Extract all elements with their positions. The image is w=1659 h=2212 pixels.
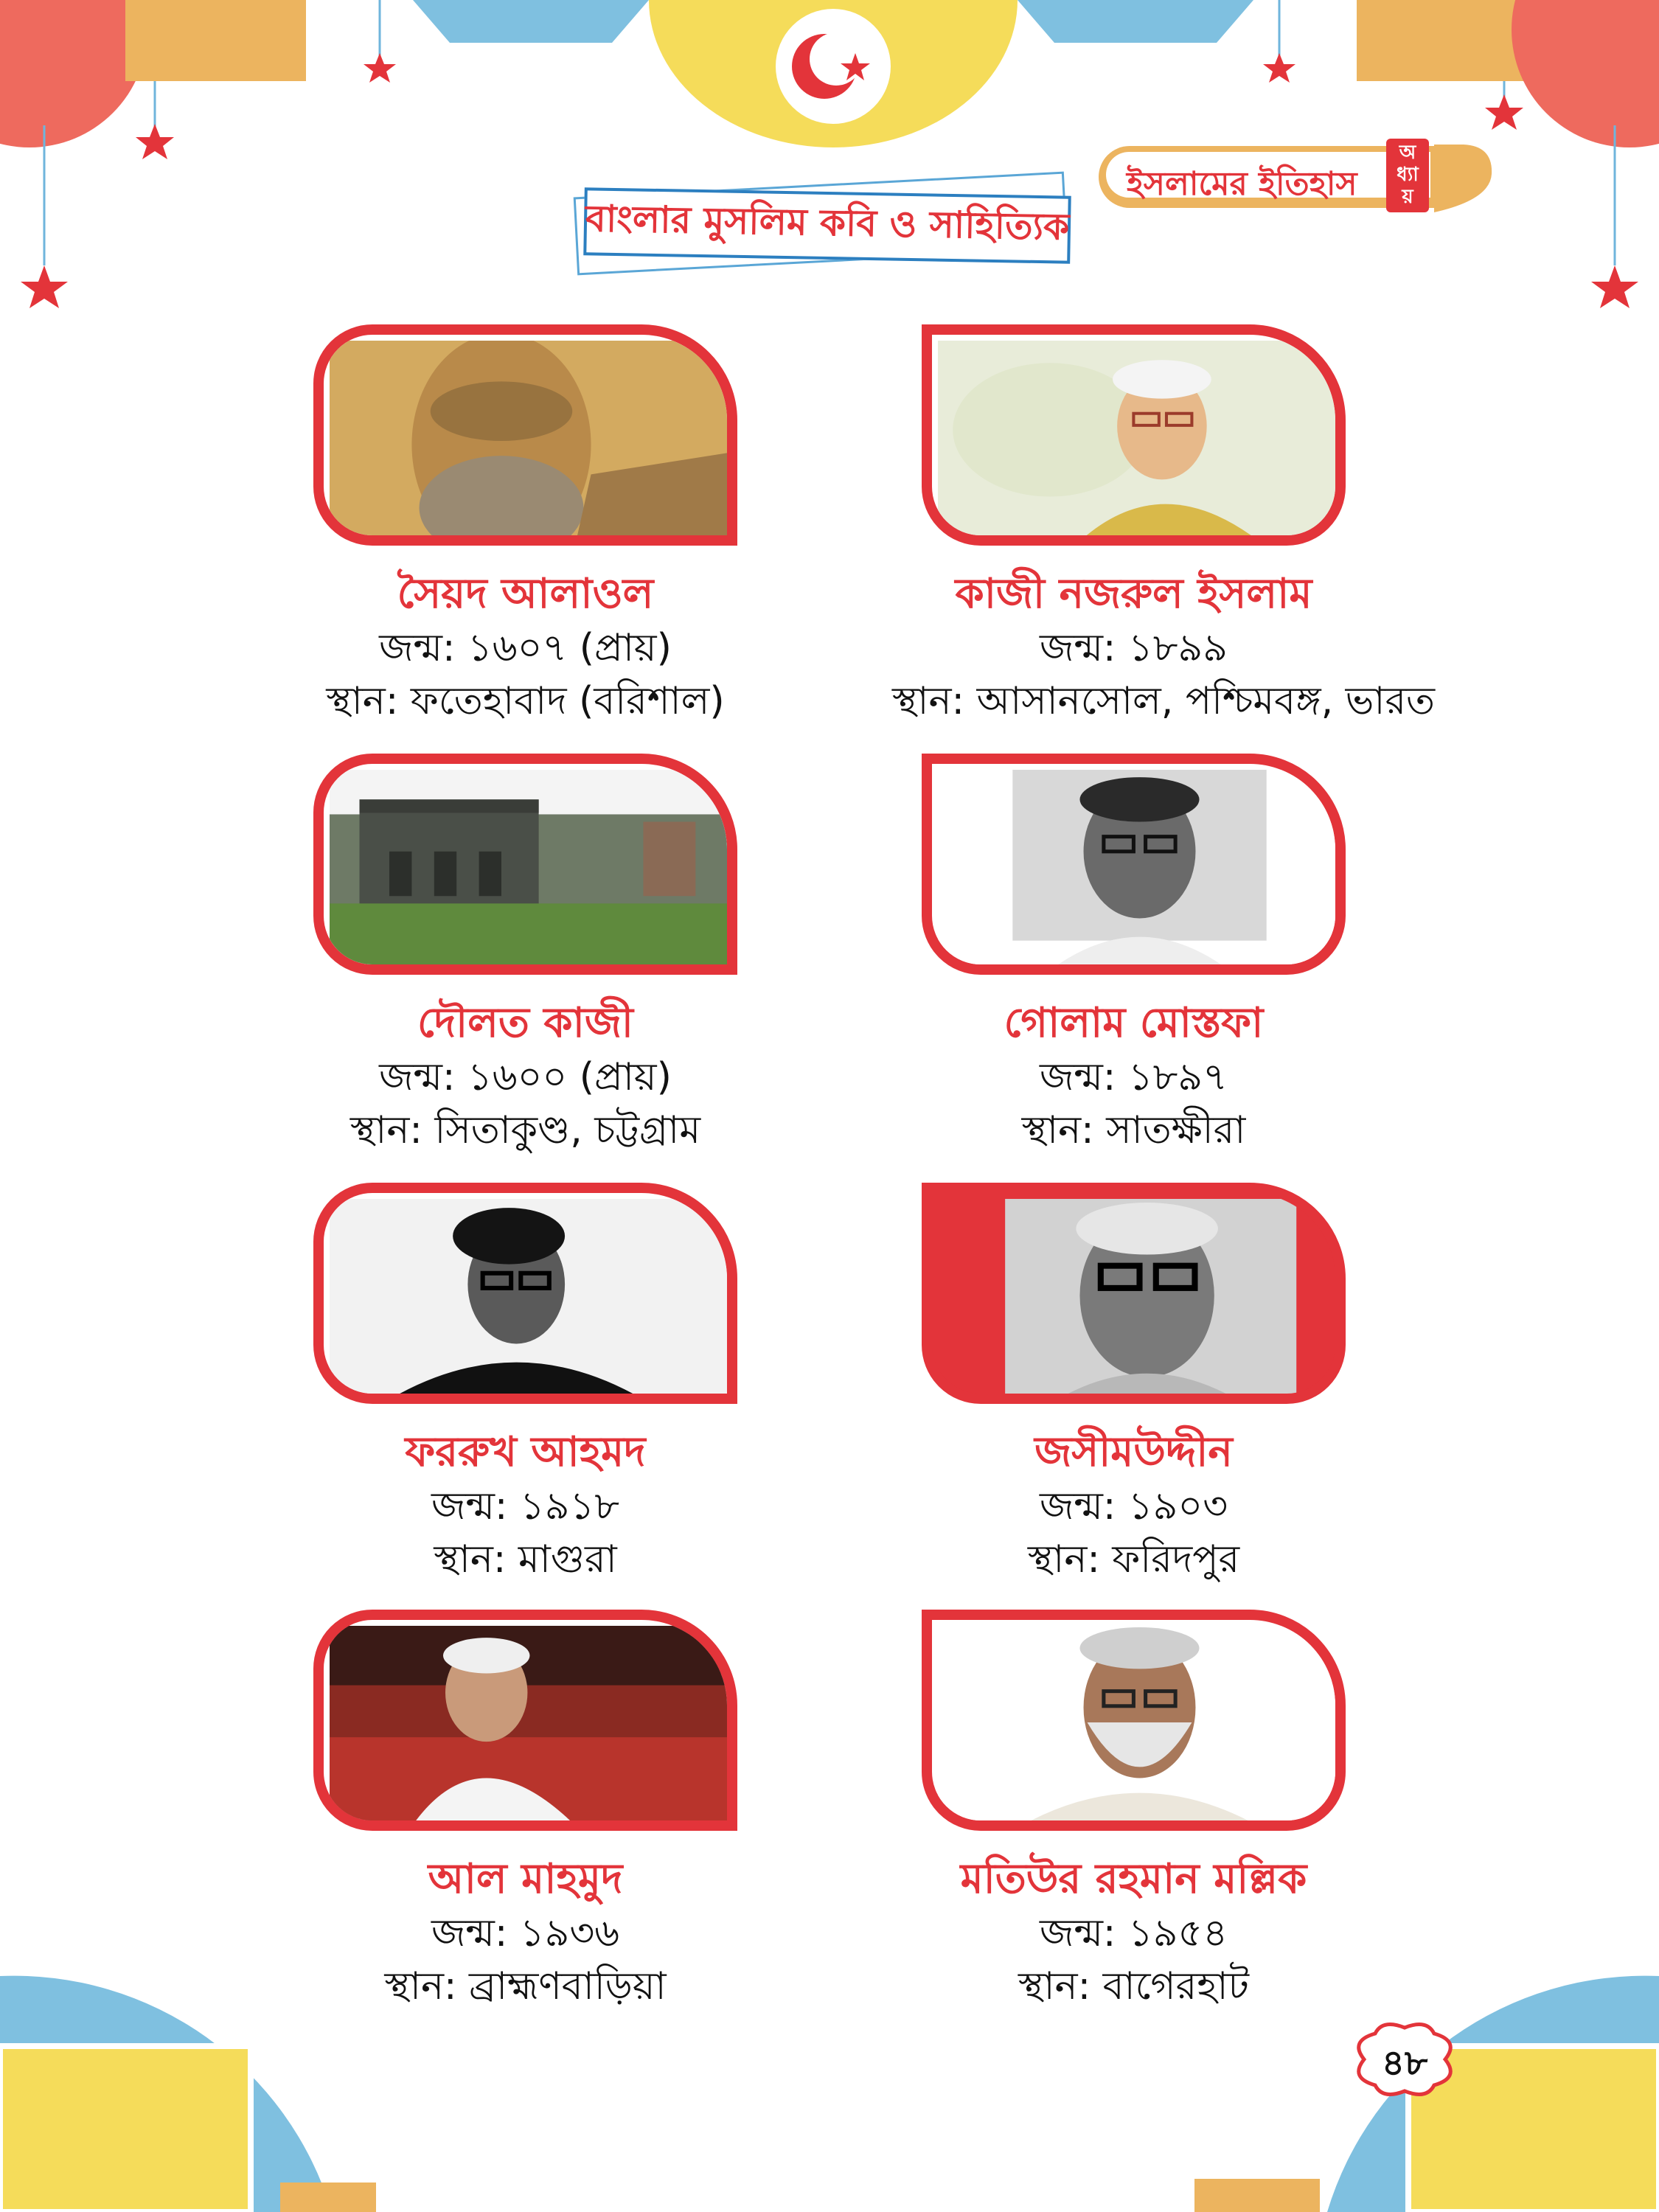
poet-birth: জন্ম: ১৬০০ (প্রায়) [379,1055,672,1099]
bottom-left-orange-rect [280,2183,376,2212]
star-icon [1485,94,1523,130]
top-right-orange-square [1357,0,1537,81]
poet-place: স্থান: সিতাকুণ্ড, চট্টগ্রাম [349,1108,701,1152]
bottom-left-yellow-square [0,2046,251,2212]
star-icon [136,124,174,159]
poet-portrait [330,1626,733,1826]
poet-place: স্থান: ফরিদপুর [1027,1537,1240,1582]
chapter-word-badge [1386,139,1429,212]
poet-photo-frame [922,754,1346,975]
bottom-right-orange-rect [1194,2179,1320,2212]
chapter-tab-arrow [1434,145,1493,226]
poet-birth: জন্ম: ১৬০৭ (প্রায়) [379,626,672,670]
poet-birth: জন্ম: ১৯১৮ [431,1484,619,1528]
section-title: বাংলার মুসলিম কবি ও সাহিত্যিক [585,196,1070,248]
poet-name: সৈয়দ আলাওল [397,570,654,618]
poet-name: কাজী নজরুল ইসলাম [955,570,1312,618]
poet-card [922,1610,1659,2037]
poet-portrait [938,341,1341,541]
poet-place: স্থান: আসানসোল, পশ্চিমবঙ্গ, ভারত [892,679,1436,723]
poet-name: আল মাহমুদ [428,1855,623,1903]
poet-name: মতিউর রহমান মল্লিক [960,1855,1307,1903]
poet-name: দৌলত কাজী [417,999,633,1047]
poet-portrait [330,341,733,541]
poet-birth: জন্ম: ১৯৩৬ [431,1911,620,1955]
chapter-word-char: ধ্যা [1397,164,1419,186]
poet-birth: জন্ম: ১৯০৩ [1039,1484,1228,1528]
star-icon [21,265,68,308]
poet-card [922,754,1659,1181]
star-icon [1263,53,1295,83]
poet-card [922,1183,1659,1610]
top-left-orange-square [125,0,306,81]
poet-birth: জন্ম: ১৮৯৯ [1040,626,1228,670]
section-title-box [575,184,1084,267]
top-right-blue-trapezoid [1018,0,1253,43]
poet-portrait [938,1626,1341,1826]
poet-photo-frame [313,754,737,975]
poet-photo-frame [313,1183,737,1404]
poet-photo-frame [313,324,737,546]
poet-place: স্থান: মাগুরা [434,1537,617,1582]
poet-photo-frame [922,324,1346,546]
poet-photo-frame [922,1610,1346,1831]
top-left-blue-trapezoid [413,0,649,43]
star-icon [364,53,396,83]
poet-name: গোলাম মোস্তফা [1004,999,1264,1047]
poet-birth: জন্ম: ১৯৫৪ [1040,1911,1228,1955]
poet-photo-frame [922,1183,1346,1404]
poet-birth: জন্ম: ১৮৯৭ [1040,1055,1228,1099]
chapter-word-char: য় [1402,186,1413,208]
page-number: ৪৮ [1381,2042,1428,2084]
poet-portrait [938,1199,1341,1399]
chapter-word-char: অ [1399,142,1416,164]
poet-name: ফররুখ আহমদ [405,1428,646,1476]
poet-name: জসীমউদ্দীন [1034,1428,1233,1476]
poet-place: স্থান: ব্রাহ্মণবাড়িয়া [384,1964,667,2008]
top-right-coral-circle [1512,0,1659,147]
poet-mosque-photo [330,770,733,970]
poet-place: স্থান: সাতক্ষীরা [1021,1108,1246,1152]
chapter-title: ইসলামের ইতিহাস [1127,165,1357,203]
page-number-badge [1349,2019,1460,2100]
poet-portrait [938,770,1341,970]
poet-card [892,324,1659,752]
poet-place: স্থান: বাগেরহাট [1018,1964,1249,2008]
poet-portrait [330,1199,733,1399]
poet-photo-frame [313,1610,737,1831]
star-icon [1591,265,1638,308]
poet-place: স্থান: ফতেহাবাদ (বরিশাল) [326,679,725,723]
